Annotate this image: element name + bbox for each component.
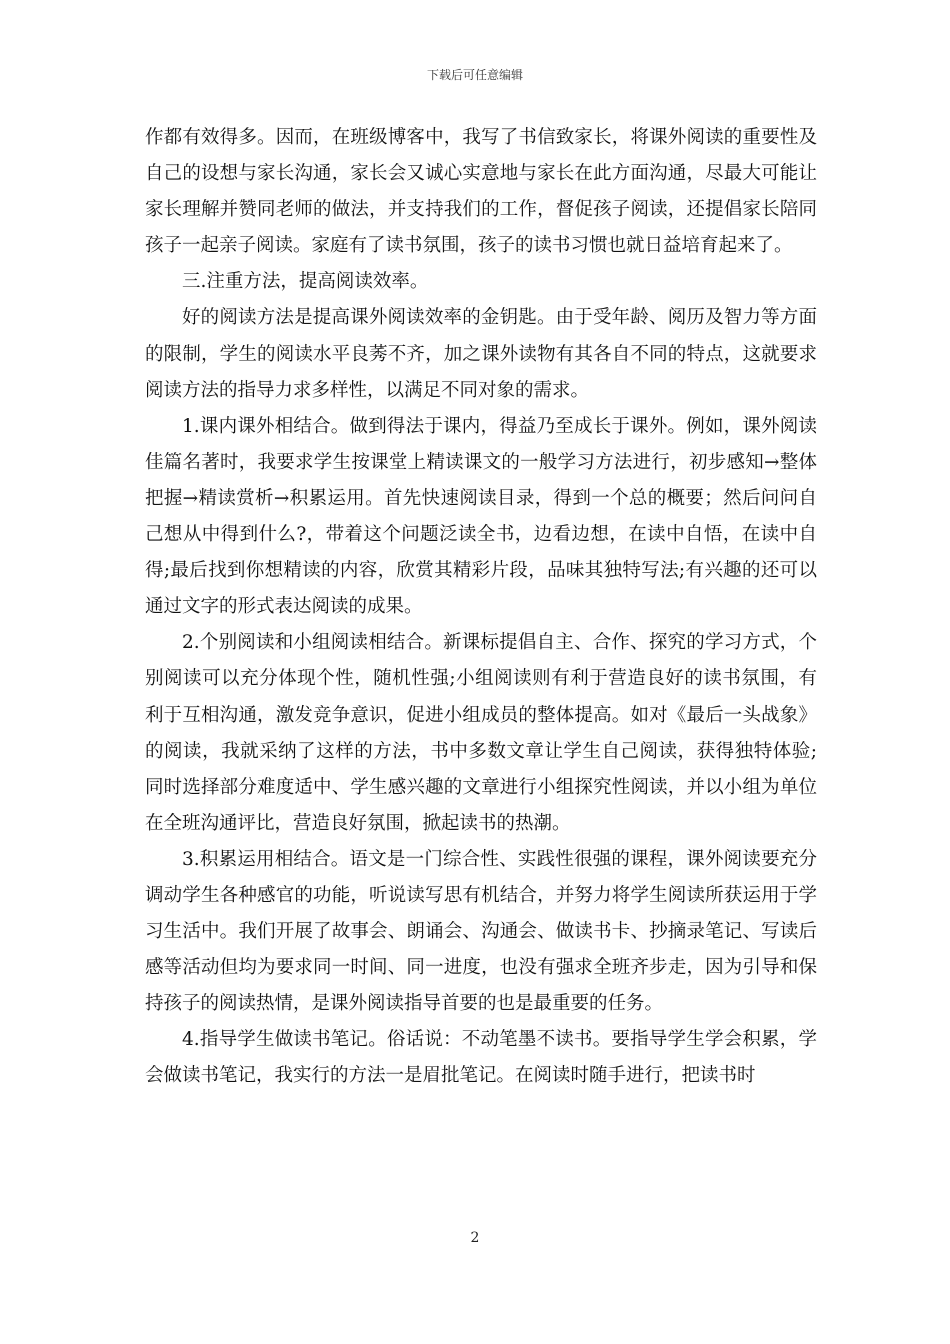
document-body [145,120,817,1095]
paragraph-continuation: 作都有效得多。因而，在班级博客中，我写了书信致家长，将课外阅读的重要性及自己的设想与家长沟通，家长会又诚心实意地与家长在此方面沟通，尽最大可能让家长理解并赞同老师的做法，并支持我们的工作，督促孩子阅读，还提倡家长陪同孩子一起亲子阅读。家庭有了读书氛围，孩子的读书习惯也就日益培育起来了。 [145,127,817,257]
page-header: 下载后可任意编辑 [426,68,523,82]
page-number: 2 [470,1230,480,1246]
paragraph-item-3: 3.积累运用相结合。语文是一门综合性、实践性很强的课程，课外阅读要充分调动学生各种感官的功能，听说读写思有机结合，并努力将学生阅读所获运用于学习生活中。我们开展了故事会、朗诵会、沟通会、做读书卡、抄摘录笔记、写读后感等活动但均为要求同一时间、同一进度，也没有强求全班齐步走，因为引导和保持孩子的阅读热情，是课外阅读指导首要的也是最重要的任务。 [145,848,817,1015]
paragraph-intro: 好的阅读方法是提高课外阅读效率的金钥匙。由于受年龄、阅历及智力等方面的限制，学生的阅读水平良莠不齐，加之课外读物有其各自不同的特点，这就要求阅读方法的指导力求多样性，以满足不同对象的需求。 [145,307,817,401]
paragraph-item-1: 1.课内课外相结合。做到得法于课内，得益乃至成长于课外。例如，课外阅读佳篇名著时，我要求学生按课堂上精读课文的一般学习方法进行，初步感知→整体把握→精读赏析→积累运用。首先快速阅读目录，得到一个总的概要；然后问问自己想从中得到什么?，带着这个问题泛读全书，边看边想，在读中自悟，在读中自得;最后找到你想精读的内容，欣赏其精彩片段，品味其独特写法;有兴趣的还可以通过文字的形式表达阅读的成果。 [145,415,817,618]
section-heading-3: 三.注重方法，提高阅读效率。 [182,271,429,293]
paragraph-item-2: 2.个别阅读和小组阅读相结合。新课标提倡自主、合作、探究的学习方式，个别阅读可以充分体现个性，随机性强;小组阅读则有利于营造良好的读书氛围，有利于互相沟通，激发竞争意识，促进小组成员的整体提高。如对《最后一头战象》的阅读，我就采纳了这样的方法，书中多数文章让学生自己阅读，获得独特体验;同时选择部分难度适中、学生感兴趣的文章进行小组探究性阅读，并以小组为单位在全班沟通评比，营造良好氛围，掀起读书的热潮。 [145,632,817,834]
paragraph-item-4: 4.指导学生做读书笔记。俗话说：不动笔墨不读书。要指导学生学会积累，学会做读书笔记，我实行的方法一是眉批笔记。在阅读时随手进行，把读书时 [145,1029,817,1087]
